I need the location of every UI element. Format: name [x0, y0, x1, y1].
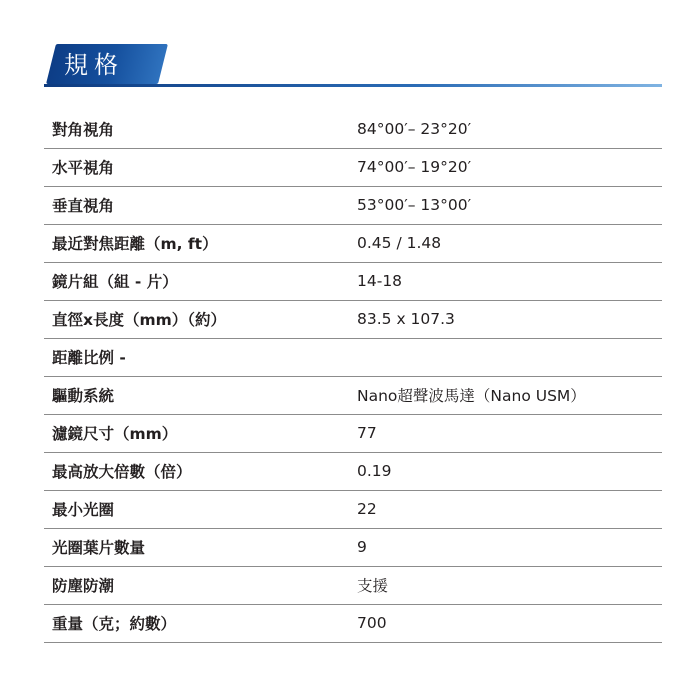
spec-value: 83.5 x 107.3	[357, 310, 455, 328]
spec-row-drive-system	[44, 376, 662, 414]
spec-label: 水平視角	[52, 159, 115, 177]
spec-row-vertical-angle	[44, 186, 662, 224]
spec-label: 鏡片組（組 - 片）	[52, 273, 178, 291]
spec-label: 防塵防潮	[52, 577, 115, 595]
spec-label: 最近對焦距離（m, ft）	[52, 235, 218, 253]
spec-row-horizontal-angle	[44, 148, 662, 186]
spec-value: 22	[357, 500, 377, 518]
spec-row-dimensions	[44, 300, 662, 338]
spec-label: 垂直視角	[52, 197, 115, 215]
spec-value: Nano超聲波馬達（Nano USM）	[357, 387, 586, 405]
spec-row-min-focus-distance	[44, 224, 662, 262]
spec-row-min-aperture	[44, 490, 662, 528]
spec-value: 14-18	[357, 272, 403, 290]
spec-label: 直徑x長度（mm）（約）	[52, 311, 227, 329]
spec-label: 最小光圈	[52, 501, 115, 519]
spec-value: 0.45 / 1.48	[357, 234, 442, 252]
spec-label: 濾鏡尺寸（mm）	[52, 425, 178, 443]
spec-value: 700	[357, 614, 387, 632]
spec-value: 53°00′– 13°00′	[357, 196, 472, 214]
header-divider	[44, 84, 662, 87]
spec-value: 74°00′– 19°20′	[357, 158, 472, 176]
spec-label: 驅動系統	[52, 387, 115, 405]
spec-row-distance-scale	[44, 338, 662, 376]
spec-value: 84°00′– 23°20′	[357, 119, 472, 138]
spec-value: 0.19	[357, 462, 392, 480]
spec-label: 最高放大倍數（倍）	[52, 463, 192, 481]
spec-label: 光圈葉片數量	[52, 539, 146, 557]
spec-value	[357, 338, 662, 376]
spec-label: 重量（克；約數）	[52, 615, 177, 633]
spec-row-max-magnification	[44, 452, 662, 490]
section-header	[44, 44, 662, 90]
spec-row-filter-size	[44, 414, 662, 452]
section-title: 規格	[64, 51, 124, 79]
spec-label: 距離比例 -	[52, 349, 126, 367]
spec-table	[44, 110, 662, 643]
spec-row-aperture-blades	[44, 528, 662, 566]
spec-row-lens-construction	[44, 262, 662, 300]
spec-value: 77	[357, 424, 377, 442]
spec-value: 9	[357, 538, 367, 556]
spec-row-weather-sealing	[44, 566, 662, 604]
spec-row-diagonal-angle	[44, 110, 662, 148]
spec-row-weight	[44, 604, 662, 642]
spec-value: 支援	[357, 577, 389, 595]
spec-label: 對角視角	[52, 120, 115, 139]
